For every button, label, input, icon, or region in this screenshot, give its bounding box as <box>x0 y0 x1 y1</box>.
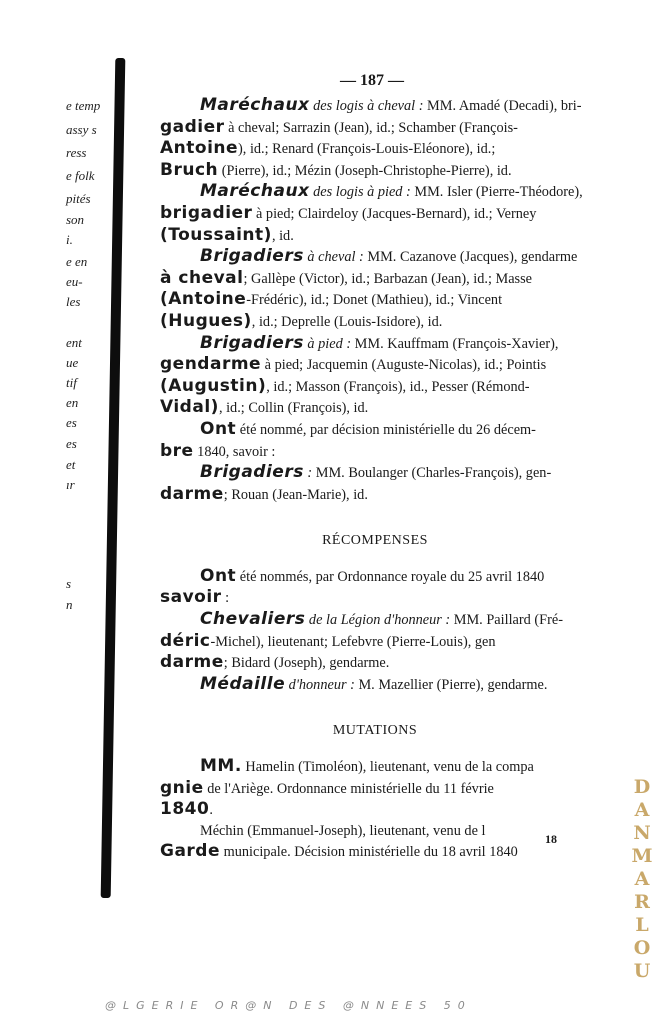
text-line <box>160 756 590 778</box>
line-text: été nommés, par Ordonnance royale du 25 avril 1840 <box>236 568 545 585</box>
text-line <box>160 225 590 247</box>
page-number: — 187 — <box>340 72 404 89</box>
watermark-letter: R <box>634 891 650 913</box>
text-line <box>160 484 590 506</box>
watermark-letter: A <box>634 799 650 821</box>
italic-label: à cheval : <box>303 249 364 266</box>
drop-word: (Augustin) <box>160 375 267 396</box>
text-line <box>160 609 590 631</box>
text-line <box>160 117 590 139</box>
line-text: ; Bidard (Joseph), gendarme. <box>223 655 390 672</box>
margin-fragment: tif <box>66 375 77 390</box>
drop-word: déric <box>160 630 211 651</box>
line-text: -Michel), lieutenant; Lefebvre (Pierre-Louis), gen <box>210 633 496 650</box>
drop-word: gadier <box>160 116 225 137</box>
text-line <box>160 181 590 203</box>
section-title-mutations: MUTATIONS <box>332 723 418 739</box>
margin-fragment: ress <box>66 145 87 160</box>
line-text: ; Gallèpe (Victor), id.; Barbazan (Jean), id.; Masse <box>243 270 533 287</box>
watermark-letter: U <box>633 960 651 982</box>
drop-word: brigadier <box>160 202 253 223</box>
italic-label: : <box>303 465 313 482</box>
italic-label: à pied : <box>303 335 352 352</box>
drop-word: 1840 <box>160 799 210 820</box>
line-text: MM. Paillard (Fré- <box>450 612 563 629</box>
text-line <box>160 376 590 398</box>
watermark <box>630 776 654 983</box>
text-line <box>160 419 590 441</box>
line-text: MM. Amadé (Decadi), bri- <box>423 98 582 114</box>
line-text: . <box>209 802 213 819</box>
text-line <box>160 652 590 674</box>
text-line <box>160 462 590 484</box>
drop-word: gendarme <box>160 354 262 375</box>
line-text: MM. Cazanove (Jacques), gendarme <box>363 249 578 266</box>
text-line <box>160 289 590 311</box>
text-line <box>160 566 590 588</box>
drop-word: savoir <box>160 587 222 608</box>
margin-fragment: s <box>66 576 72 591</box>
line-text: à pied; Jacquemin (Auguste-Nicolas), id.; Pointis <box>261 357 547 374</box>
text-line <box>160 160 590 182</box>
text-line <box>160 268 590 290</box>
drop-word: gnie <box>160 777 204 798</box>
margin-fragment: n <box>66 597 73 612</box>
line-text: ; Rouan (Jean-Marie), id. <box>223 486 368 503</box>
margin-fragment: e temp <box>66 98 101 113</box>
line-text: , id.; Deprelle (Louis-Isidore), id. <box>251 313 443 330</box>
drop-word: (Antoine <box>160 289 247 310</box>
text-line <box>160 138 590 160</box>
line-text: de l'Ariège. Ordonnance ministérielle du 11 févrie <box>203 780 494 797</box>
text-line <box>160 397 590 419</box>
drop-word: Médaille <box>200 673 286 694</box>
signature-mark: 18 <box>545 832 557 846</box>
text-line <box>160 821 590 842</box>
watermark-letter: L <box>635 914 649 936</box>
drop-word: Ont <box>200 565 237 586</box>
line-text: , id.; Collin (François), id. <box>218 400 369 417</box>
drop-word: bre <box>160 440 194 461</box>
drop-word: (Toussaint) <box>160 224 272 245</box>
italic-label: de la Légion d'honneur : <box>305 612 451 629</box>
text-line <box>160 631 590 653</box>
drop-word: Ont <box>200 418 237 439</box>
watermark-letter: N <box>633 822 651 844</box>
margin-fragment: en <box>66 395 79 410</box>
line-text: : <box>221 590 230 607</box>
line-text: MM. Boulanger (Charles-François), gen- <box>312 465 552 482</box>
drop-word: Vidal) <box>160 397 219 418</box>
watermark-letter: M <box>631 845 653 867</box>
drop-word: Brigadiers <box>200 246 304 267</box>
line-text: ), id.; Renard (François-Louis-Eléonore), id.; <box>238 141 496 158</box>
text-line <box>160 799 590 821</box>
binding-shadow <box>101 58 126 898</box>
margin-fragment: i. <box>66 232 73 247</box>
drop-word: Maréchaux <box>200 95 310 115</box>
watermark-letter: A <box>634 868 650 890</box>
line-text: à cheval; Sarrazin (Jean), id.; Schamber (François- <box>224 119 518 136</box>
margin-fragment: eu- <box>66 274 83 289</box>
line-text: (Pierre), id.; Mézin (Joseph-Christophe-Pierre), id. <box>218 162 512 179</box>
watermark-letter: D <box>633 776 651 798</box>
drop-word: Bruch <box>160 159 219 180</box>
line-text: été nommé, par décision ministérielle du 26 décem- <box>236 421 536 438</box>
line-text: MM. Isler (Pierre-Théodore), <box>410 184 583 201</box>
text-line <box>160 246 590 268</box>
line-text: MM. Kauffmam (François-Xavier), <box>351 335 559 352</box>
line-text: , id. <box>271 227 294 244</box>
italic-label: d'honneur : <box>285 676 355 693</box>
line-text: Méchin (Emmanuel-Joseph), lieutenant, venu de l <box>200 822 486 839</box>
drop-word: à cheval <box>160 267 244 288</box>
margin-fragment: son <box>66 212 85 227</box>
drop-word: Maréchaux <box>200 181 310 202</box>
margin-fragment: es <box>66 415 77 430</box>
margin-fragment: e en <box>66 254 88 269</box>
margin-fragment: e folk <box>66 168 95 183</box>
italic-label: des logis à pied : <box>309 184 411 201</box>
drop-word: (Hugues) <box>160 310 252 331</box>
drop-word: MM. <box>200 756 242 777</box>
italic-label: des logis à cheval : <box>309 98 424 114</box>
text-line <box>160 587 590 609</box>
line-text: -Frédéric), id.; Donet (Mathieu), id.; Vincent <box>246 292 503 309</box>
text-line <box>160 841 590 863</box>
text-line <box>160 674 590 696</box>
drop-word: darme <box>160 652 224 673</box>
drop-word: darme <box>160 483 224 504</box>
line-text: M. Mazellier (Pierre), gendarme. <box>354 676 548 693</box>
drop-word: Garde <box>160 841 221 862</box>
drop-word: Antoine <box>160 138 239 159</box>
text-line <box>160 203 590 225</box>
margin-fragment: ue <box>66 355 79 370</box>
text-line <box>160 333 590 355</box>
drop-word: Chevaliers <box>200 609 306 630</box>
text-line <box>160 441 590 463</box>
drop-word: Brigadiers <box>200 332 304 353</box>
body-text <box>160 95 590 863</box>
drop-word: Brigadiers <box>200 462 304 483</box>
margin-fragment: les <box>66 294 81 309</box>
line-text: Hamelin (Timoléon), lieutenant, venu de la compa <box>241 759 534 776</box>
margin-fragment: ır <box>66 477 75 492</box>
margin-fragment: ent <box>66 335 82 350</box>
text-line <box>160 311 590 333</box>
line-text: municipale. Décision ministérielle du 18 avril 1840 <box>220 844 518 861</box>
margin-fragment: assy s <box>66 122 97 137</box>
section-title-recompenses: RÉCOMPENSES <box>322 533 428 549</box>
line-text: 1840, savoir : <box>193 443 276 460</box>
margin-fragment: et <box>66 457 76 472</box>
text-line <box>160 354 590 376</box>
text-line <box>160 778 590 800</box>
margin-fragment: pités <box>66 191 91 206</box>
watermark-letter: O <box>633 937 651 959</box>
line-text: à pied; Clairdeloy (Jacques-Bernard), id.; Verney <box>252 205 537 222</box>
text-line <box>160 95 590 117</box>
margin-fragment: es <box>66 436 77 451</box>
line-text: , id.; Masson (François), id., Pesser (Rémond- <box>266 378 530 395</box>
footer-caption: @LGERIE OR@N DES @NNEES 50 <box>105 999 472 1012</box>
